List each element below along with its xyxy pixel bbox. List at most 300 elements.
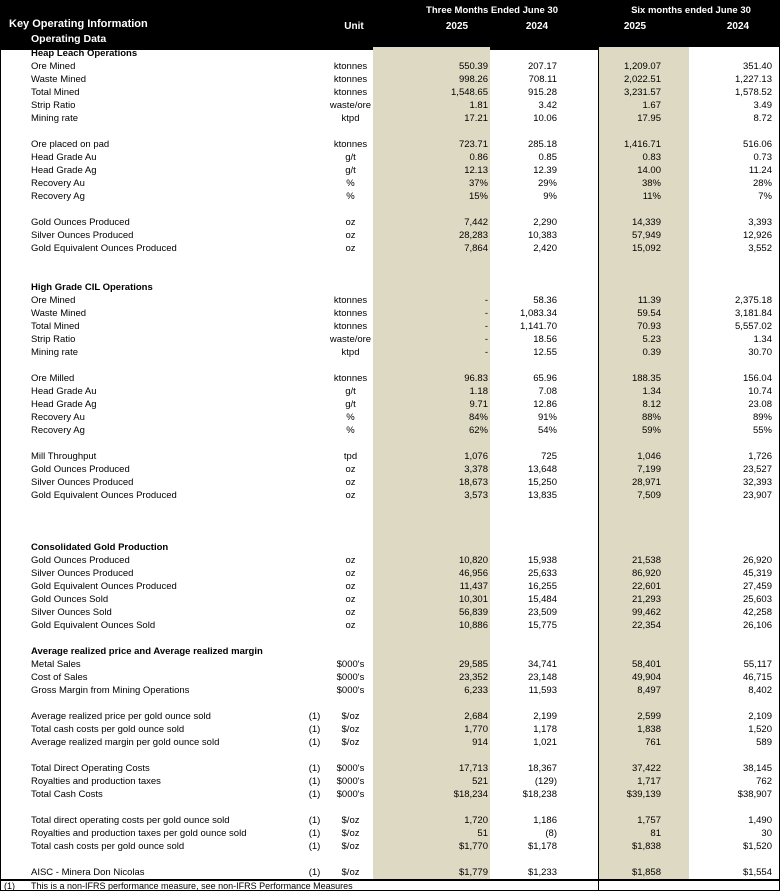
value-cell-six-months-2024: 351.40 bbox=[742, 61, 772, 72]
row-label: Cost of Sales bbox=[31, 672, 88, 683]
unit-cell: $/oz bbox=[341, 711, 360, 722]
value-cell-three-months-2024: 1,186 bbox=[533, 815, 557, 826]
column-header-year: 2025 bbox=[623, 21, 647, 32]
table-row bbox=[1, 489, 780, 502]
row-label: Waste Mined bbox=[31, 308, 87, 319]
footnote-ref-cell bbox=[301, 580, 328, 593]
value-cell-three-months-2024: $1,233 bbox=[527, 867, 557, 878]
table-row bbox=[1, 762, 780, 775]
value-cell-six-months-2025: 49,904 bbox=[631, 672, 661, 683]
section-header-row bbox=[1, 541, 780, 554]
value-cell-six-months-2024: 26,920 bbox=[742, 555, 772, 566]
value-cell-six-months-2025: 14.00 bbox=[637, 165, 661, 176]
unit-cell: $/oz bbox=[341, 828, 360, 839]
value-cell-six-months-2025: 11.39 bbox=[637, 295, 661, 306]
value-cell-three-months-2025: 1.81 bbox=[469, 100, 488, 111]
value-cell-three-months-2024: 285.18 bbox=[527, 139, 557, 150]
value-cell-three-months-2025: 914 bbox=[472, 737, 488, 748]
value-cell-three-months-2024: 9% bbox=[543, 191, 557, 202]
footnote-text: This is a non-IFRS performance measure, see non-IFRS Performance Measures bbox=[31, 881, 353, 891]
table-row bbox=[1, 775, 780, 788]
value-cell-three-months-2025: 998.26 bbox=[458, 74, 488, 85]
value-cell-six-months-2024: 3,552 bbox=[748, 243, 772, 254]
value-cell-three-months-2025: - bbox=[484, 295, 488, 306]
row-label: Gold Equivalent Ounces Produced bbox=[31, 490, 177, 501]
value-cell-six-months-2025 bbox=[598, 541, 689, 554]
footnote-ref-cell: (1) bbox=[308, 763, 321, 774]
value-cell-six-months-2024: 3,181.84 bbox=[735, 308, 772, 319]
value-cell-three-months-2025: 1,720 bbox=[464, 815, 488, 826]
value-cell-three-months-2024: 1,141.70 bbox=[520, 321, 557, 332]
value-cell-six-months-2025: 8,497 bbox=[637, 685, 661, 696]
table-row bbox=[1, 424, 780, 437]
spacer-row bbox=[1, 502, 780, 515]
section-header-row bbox=[1, 281, 780, 294]
value-cell-six-months-2024: 55% bbox=[752, 425, 772, 436]
column-group-six-months: Six months ended June 30 bbox=[631, 5, 751, 16]
footnote-ref-cell bbox=[301, 541, 328, 554]
value-cell-six-months-2025: 1.34 bbox=[642, 386, 661, 397]
value-cell-six-months-2025: 81 bbox=[650, 828, 661, 839]
value-cell-three-months-2025: 12.13 bbox=[464, 165, 488, 176]
value-cell-three-months-2025: 17,713 bbox=[458, 763, 488, 774]
row-label: Total Mined bbox=[31, 321, 80, 332]
row-label: Average realized margin per gold ounce sold bbox=[31, 737, 220, 748]
footnote-ref-cell bbox=[301, 554, 328, 567]
value-cell-three-months-2025: 17.21 bbox=[464, 113, 488, 124]
value-cell-six-months-2025: 7,509 bbox=[637, 490, 661, 501]
table-row bbox=[1, 788, 780, 801]
value-cell-six-months-2024: 3.49 bbox=[753, 100, 772, 111]
footnote-ref-cell bbox=[301, 424, 328, 437]
value-cell-three-months-2024: 25,633 bbox=[527, 568, 557, 579]
unit-cell: $/oz bbox=[341, 815, 360, 826]
value-cell-three-months-2024: 10.06 bbox=[533, 113, 557, 124]
footnote-ref-cell: (1) bbox=[308, 724, 321, 735]
value-cell-six-months-2024: $1,520 bbox=[742, 841, 772, 852]
unit-cell: % bbox=[346, 425, 355, 436]
value-cell-three-months-2024: 12.39 bbox=[533, 165, 557, 176]
unit-cell: oz bbox=[345, 243, 356, 254]
row-label: High Grade CIL Operations bbox=[31, 282, 153, 293]
value-cell-six-months-2025: 1,416.71 bbox=[624, 139, 661, 150]
unit-cell bbox=[328, 541, 373, 554]
table-row bbox=[1, 294, 780, 307]
unit-cell: ktonnes bbox=[333, 373, 368, 384]
value-cell-six-months-2024 bbox=[689, 645, 780, 658]
spacer-row bbox=[1, 697, 780, 710]
value-cell-six-months-2024 bbox=[689, 541, 780, 554]
row-label: Recovery Ag bbox=[31, 191, 85, 202]
value-cell-three-months-2024: 15,775 bbox=[527, 620, 557, 631]
table-row bbox=[1, 736, 780, 749]
spacer-row bbox=[1, 255, 780, 268]
row-label: Gold Ounces Produced bbox=[31, 217, 130, 228]
unit-cell: $000's bbox=[336, 776, 365, 787]
footnote-ref-cell bbox=[301, 450, 328, 463]
footnote-ref-cell bbox=[301, 73, 328, 86]
spacer-row bbox=[1, 203, 780, 216]
unit-cell: tpd bbox=[343, 451, 358, 462]
table-body bbox=[1, 47, 780, 879]
value-cell-three-months-2025 bbox=[373, 281, 490, 294]
row-label: Metal Sales bbox=[31, 659, 81, 670]
footnote-ref-cell bbox=[301, 229, 328, 242]
row-label: Gold Equivalent Ounces Produced bbox=[31, 581, 177, 592]
footnote-ref-cell: (1) bbox=[308, 737, 321, 748]
value-cell-three-months-2024: 15,250 bbox=[527, 477, 557, 488]
unit-cell: % bbox=[346, 178, 355, 189]
footnote-ref-cell bbox=[301, 190, 328, 203]
value-cell-six-months-2024: 38,145 bbox=[742, 763, 772, 774]
table-row bbox=[1, 450, 780, 463]
spacer-row bbox=[1, 853, 780, 866]
value-cell-three-months-2025: 15% bbox=[468, 191, 488, 202]
footnote-marker: (1) bbox=[4, 881, 15, 891]
spacer-row bbox=[1, 125, 780, 138]
footnote-ref-cell bbox=[301, 606, 328, 619]
unit-cell: % bbox=[346, 412, 355, 423]
unit-cell: $000's bbox=[336, 789, 365, 800]
unit-cell: ktonnes bbox=[333, 308, 368, 319]
value-cell-six-months-2024: 1,490 bbox=[748, 815, 772, 826]
unit-cell: waste/ore bbox=[329, 334, 372, 345]
row-label: Head Grade Ag bbox=[31, 165, 97, 176]
row-label: Heap Leach Operations bbox=[31, 48, 138, 59]
table-row bbox=[1, 827, 780, 840]
footnote-ref-cell bbox=[301, 307, 328, 320]
value-cell-three-months-2024: 16,255 bbox=[527, 581, 557, 592]
value-cell-six-months-2024: 516.06 bbox=[742, 139, 772, 150]
value-cell-six-months-2024: 762 bbox=[756, 776, 772, 787]
value-cell-three-months-2025: 9.71 bbox=[469, 399, 488, 410]
value-cell-three-months-2024: (8) bbox=[545, 828, 557, 839]
value-cell-six-months-2025: 38% bbox=[641, 178, 661, 189]
table-row bbox=[1, 86, 780, 99]
footnote-ref-cell bbox=[301, 593, 328, 606]
value-cell-three-months-2025: 7,442 bbox=[464, 217, 488, 228]
footnote-ref-cell: (1) bbox=[308, 789, 321, 800]
value-cell-three-months-2025: 1,076 bbox=[464, 451, 488, 462]
value-cell-six-months-2025: 70.93 bbox=[637, 321, 661, 332]
value-cell-three-months-2024: $18,238 bbox=[522, 789, 557, 800]
footnote-ref-cell bbox=[301, 138, 328, 151]
table-row bbox=[1, 567, 780, 580]
footnote-ref-cell bbox=[301, 177, 328, 190]
value-cell-six-months-2024: 1.34 bbox=[753, 334, 772, 345]
unit-cell: g/t bbox=[345, 152, 356, 163]
value-cell-six-months-2025: 1.67 bbox=[642, 100, 661, 111]
row-label: Silver Ounces Produced bbox=[31, 477, 134, 488]
row-label: Total direct operating costs per gold ounce sold bbox=[31, 815, 230, 826]
value-cell-six-months-2025: 1,209.07 bbox=[624, 61, 661, 72]
value-cell-six-months-2025: 99,462 bbox=[631, 607, 661, 618]
value-cell-three-months-2025: $1,770 bbox=[458, 841, 488, 852]
unit-cell: oz bbox=[345, 230, 356, 241]
unit-cell: oz bbox=[345, 620, 356, 631]
value-cell-six-months-2024: 0.73 bbox=[753, 152, 772, 163]
footnote-ref-cell bbox=[301, 346, 328, 359]
row-label: Mill Throughput bbox=[31, 451, 97, 462]
value-cell-three-months-2025: 28,283 bbox=[458, 230, 488, 241]
value-cell-three-months-2025: 3,378 bbox=[464, 464, 488, 475]
table-row bbox=[1, 60, 780, 73]
table-row bbox=[1, 346, 780, 359]
value-cell-three-months-2025: 10,301 bbox=[458, 594, 488, 605]
value-cell-six-months-2024: 23.08 bbox=[748, 399, 772, 410]
value-cell-six-months-2024: 45,319 bbox=[742, 568, 772, 579]
value-cell-six-months-2024: 3,393 bbox=[748, 217, 772, 228]
value-cell-three-months-2025: 10,886 bbox=[458, 620, 488, 631]
value-cell-three-months-2024: 13,648 bbox=[527, 464, 557, 475]
unit-cell: ktonnes bbox=[333, 139, 368, 150]
table-row bbox=[1, 242, 780, 255]
value-cell-three-months-2025: 1,548.65 bbox=[451, 87, 488, 98]
value-cell-three-months-2024: 12.55 bbox=[533, 347, 557, 358]
row-label: Mining rate bbox=[31, 113, 78, 124]
value-cell-three-months-2024: 1,178 bbox=[533, 724, 557, 735]
value-cell-six-months-2024: 27,459 bbox=[742, 581, 772, 592]
value-cell-six-months-2025: 11% bbox=[642, 191, 661, 202]
value-cell-six-months-2025: 2,022.51 bbox=[624, 74, 661, 85]
value-cell-three-months-2025: 46,956 bbox=[458, 568, 488, 579]
value-cell-six-months-2024: 10.74 bbox=[748, 386, 772, 397]
footnote-ref-cell bbox=[301, 60, 328, 73]
table-row bbox=[1, 190, 780, 203]
value-cell-three-months-2024: 2,199 bbox=[533, 711, 557, 722]
row-label: Head Grade Au bbox=[31, 152, 97, 163]
value-cell-three-months-2025: $18,234 bbox=[453, 789, 488, 800]
value-cell-three-months-2024: 18.56 bbox=[533, 334, 557, 345]
unit-cell: oz bbox=[345, 490, 356, 501]
footnote-ref-cell: (1) bbox=[308, 815, 321, 826]
value-cell-six-months-2024: 2,375.18 bbox=[735, 295, 772, 306]
value-cell-six-months-2025: 86,920 bbox=[631, 568, 661, 579]
table-row bbox=[1, 177, 780, 190]
value-cell-three-months-2024: 12.86 bbox=[533, 399, 557, 410]
value-cell-six-months-2024: 8.72 bbox=[753, 113, 772, 124]
value-cell-six-months-2024: 23,907 bbox=[742, 490, 772, 501]
row-label: Total cash costs per gold ounce sold bbox=[31, 724, 185, 735]
row-label: Recovery Au bbox=[31, 178, 85, 189]
row-label: Head Grade Ag bbox=[31, 399, 97, 410]
value-cell-three-months-2024: 91% bbox=[537, 412, 557, 423]
value-cell-three-months-2025: - bbox=[484, 347, 488, 358]
footnote-ref-cell bbox=[301, 164, 328, 177]
row-label: Silver Ounces Produced bbox=[31, 568, 134, 579]
footnote-ref-cell: (1) bbox=[308, 841, 321, 852]
value-cell-three-months-2024: 2,290 bbox=[533, 217, 557, 228]
value-cell-three-months-2025 bbox=[373, 47, 490, 60]
unit-cell: waste/ore bbox=[329, 100, 372, 111]
value-cell-three-months-2024: 10,383 bbox=[527, 230, 557, 241]
footnote-ref-cell bbox=[301, 398, 328, 411]
unit-cell: $/oz bbox=[341, 724, 360, 735]
footnote-ref-cell bbox=[301, 294, 328, 307]
value-cell-six-months-2025: 37,422 bbox=[631, 763, 661, 774]
footnote-ref-cell bbox=[301, 112, 328, 125]
value-cell-three-months-2025: 550.39 bbox=[458, 61, 488, 72]
value-cell-three-months-2024: 1,021 bbox=[533, 737, 557, 748]
value-cell-six-months-2025: 0.39 bbox=[642, 347, 661, 358]
value-cell-six-months-2025 bbox=[598, 47, 689, 60]
table-row bbox=[1, 385, 780, 398]
value-cell-three-months-2024: 18,367 bbox=[527, 763, 557, 774]
value-cell-six-months-2024: 25,603 bbox=[742, 594, 772, 605]
value-cell-three-months-2025: 521 bbox=[472, 776, 488, 787]
value-cell-three-months-2025 bbox=[373, 645, 490, 658]
table-row bbox=[1, 307, 780, 320]
spacer-row bbox=[1, 515, 780, 528]
section-header-row bbox=[1, 645, 780, 658]
footnote-ref-cell bbox=[301, 216, 328, 229]
value-cell-three-months-2025: 2,684 bbox=[464, 711, 488, 722]
value-cell-six-months-2024: 55,117 bbox=[743, 659, 772, 670]
value-cell-three-months-2024: 15,938 bbox=[527, 555, 557, 566]
value-cell-three-months-2024: (129) bbox=[534, 776, 557, 787]
value-cell-six-months-2025: 14,339 bbox=[631, 217, 661, 228]
value-cell-three-months-2025: 23,352 bbox=[458, 672, 488, 683]
table-row bbox=[1, 73, 780, 86]
value-cell-three-months-2024: 54% bbox=[537, 425, 557, 436]
page-title: Key Operating Information bbox=[9, 18, 148, 30]
unit-cell: $/oz bbox=[341, 867, 360, 878]
table-row bbox=[1, 593, 780, 606]
section-header-row bbox=[1, 47, 780, 60]
table-rows bbox=[1, 47, 780, 879]
value-cell-six-months-2024: 7% bbox=[758, 191, 772, 202]
row-label: Royalties and production taxes bbox=[31, 776, 161, 787]
footnote-ref-cell: (1) bbox=[308, 828, 321, 839]
footnote-ref-cell bbox=[301, 333, 328, 346]
table-row bbox=[1, 476, 780, 489]
value-cell-six-months-2025: 1,757 bbox=[637, 815, 661, 826]
footnote-ref-cell: (1) bbox=[308, 711, 321, 722]
unit-cell: $/oz bbox=[341, 841, 360, 852]
unit-cell: ktonnes bbox=[333, 61, 368, 72]
table-row bbox=[1, 671, 780, 684]
table-row bbox=[1, 619, 780, 632]
value-cell-three-months-2024: 0.85 bbox=[538, 152, 557, 163]
value-cell-three-months-2024: 34,741 bbox=[527, 659, 557, 670]
value-cell-three-months-2025: 84% bbox=[468, 412, 488, 423]
table-row bbox=[1, 658, 780, 671]
row-label: Mining rate bbox=[31, 347, 78, 358]
value-cell-six-months-2025 bbox=[598, 281, 689, 294]
value-cell-six-months-2024: 156.04 bbox=[742, 373, 772, 384]
value-cell-six-months-2025: 15,092 bbox=[631, 243, 661, 254]
unit-cell bbox=[328, 47, 373, 60]
table-row bbox=[1, 229, 780, 242]
value-cell-six-months-2024 bbox=[689, 281, 780, 294]
value-cell-three-months-2024 bbox=[490, 281, 598, 294]
table-row bbox=[1, 138, 780, 151]
row-label: Recovery Au bbox=[31, 412, 85, 423]
value-cell-three-months-2024: 23,148 bbox=[527, 672, 557, 683]
footnote-ref-cell bbox=[301, 411, 328, 424]
row-label: Average realized price per gold ounce sold bbox=[31, 711, 211, 722]
footnote-ref-cell bbox=[301, 684, 328, 697]
value-cell-six-months-2025: 8.12 bbox=[642, 399, 661, 410]
value-cell-three-months-2025: 96.83 bbox=[464, 373, 488, 384]
value-cell-three-months-2024 bbox=[490, 47, 598, 60]
value-cell-three-months-2024: 58.36 bbox=[533, 295, 557, 306]
table-row bbox=[1, 554, 780, 567]
table-row bbox=[1, 372, 780, 385]
unit-cell: oz bbox=[345, 568, 356, 579]
value-cell-six-months-2025: 1,046 bbox=[637, 451, 661, 462]
value-cell-three-months-2025: 11,437 bbox=[459, 581, 488, 592]
unit-cell: $000's bbox=[336, 685, 365, 696]
footnote-ref-cell bbox=[301, 645, 328, 658]
row-label: Gold Ounces Produced bbox=[31, 464, 130, 475]
footnote-ref-cell bbox=[301, 567, 328, 580]
table-row bbox=[1, 333, 780, 346]
footnote-ref-cell bbox=[301, 658, 328, 671]
value-cell-three-months-2024: 3.42 bbox=[538, 100, 557, 111]
value-cell-six-months-2024: 1,578.52 bbox=[735, 87, 772, 98]
value-cell-six-months-2024: 5,557.02 bbox=[735, 321, 772, 332]
value-cell-three-months-2024: 1,083.34 bbox=[520, 308, 557, 319]
table-row bbox=[1, 398, 780, 411]
table-row bbox=[1, 723, 780, 736]
spacer-row bbox=[1, 528, 780, 541]
row-label: Silver Ounces Produced bbox=[31, 230, 134, 241]
value-cell-three-months-2025: 0.86 bbox=[469, 152, 488, 163]
footnote-ref-cell bbox=[301, 242, 328, 255]
unit-cell: oz bbox=[345, 594, 356, 605]
value-cell-three-months-2025 bbox=[373, 541, 490, 554]
unit-cell: ktonnes bbox=[333, 295, 368, 306]
unit-cell bbox=[328, 281, 373, 294]
row-label: Ore placed on pad bbox=[31, 139, 110, 150]
column-group-divider bbox=[598, 47, 599, 891]
value-cell-six-months-2025: 2,599 bbox=[637, 711, 661, 722]
unit-cell: $000's bbox=[336, 763, 365, 774]
table-header-band bbox=[1, 1, 780, 47]
footnote-row bbox=[1, 881, 780, 891]
column-header-year: 2025 bbox=[445, 21, 469, 32]
value-cell-three-months-2025: $1,779 bbox=[458, 867, 488, 878]
value-cell-six-months-2024: 46,715 bbox=[742, 672, 772, 683]
value-cell-six-months-2025: 21,293 bbox=[631, 594, 661, 605]
unit-cell: ktpd bbox=[341, 347, 360, 358]
unit-cell: oz bbox=[345, 477, 356, 488]
value-cell-six-months-2024: 26,106 bbox=[742, 620, 772, 631]
value-cell-three-months-2025: 7,864 bbox=[464, 243, 488, 254]
value-cell-six-months-2025: 1,838 bbox=[637, 724, 661, 735]
value-cell-three-months-2024: 65.96 bbox=[533, 373, 557, 384]
spacer-row bbox=[1, 801, 780, 814]
value-cell-three-months-2024: 13,835 bbox=[527, 490, 557, 501]
row-label: Gold Ounces Sold bbox=[31, 594, 109, 605]
unit-cell: oz bbox=[345, 464, 356, 475]
footnote-ref-cell bbox=[301, 151, 328, 164]
unit-cell: oz bbox=[345, 555, 356, 566]
value-cell-three-months-2025: 6,233 bbox=[464, 685, 488, 696]
value-cell-six-months-2025: 17.95 bbox=[637, 113, 661, 124]
row-label: Waste Mined bbox=[31, 74, 87, 85]
unit-cell: ktpd bbox=[341, 113, 360, 124]
value-cell-three-months-2024: 7.08 bbox=[538, 386, 557, 397]
unit-cell: g/t bbox=[345, 386, 356, 397]
footnote-ref-cell bbox=[301, 671, 328, 684]
value-cell-six-months-2025 bbox=[598, 645, 689, 658]
footnote-ref-cell bbox=[301, 619, 328, 632]
row-label: Total Cash Costs bbox=[31, 789, 103, 800]
value-cell-three-months-2024: 29% bbox=[537, 178, 557, 189]
value-cell-six-months-2025: $1,838 bbox=[631, 841, 661, 852]
